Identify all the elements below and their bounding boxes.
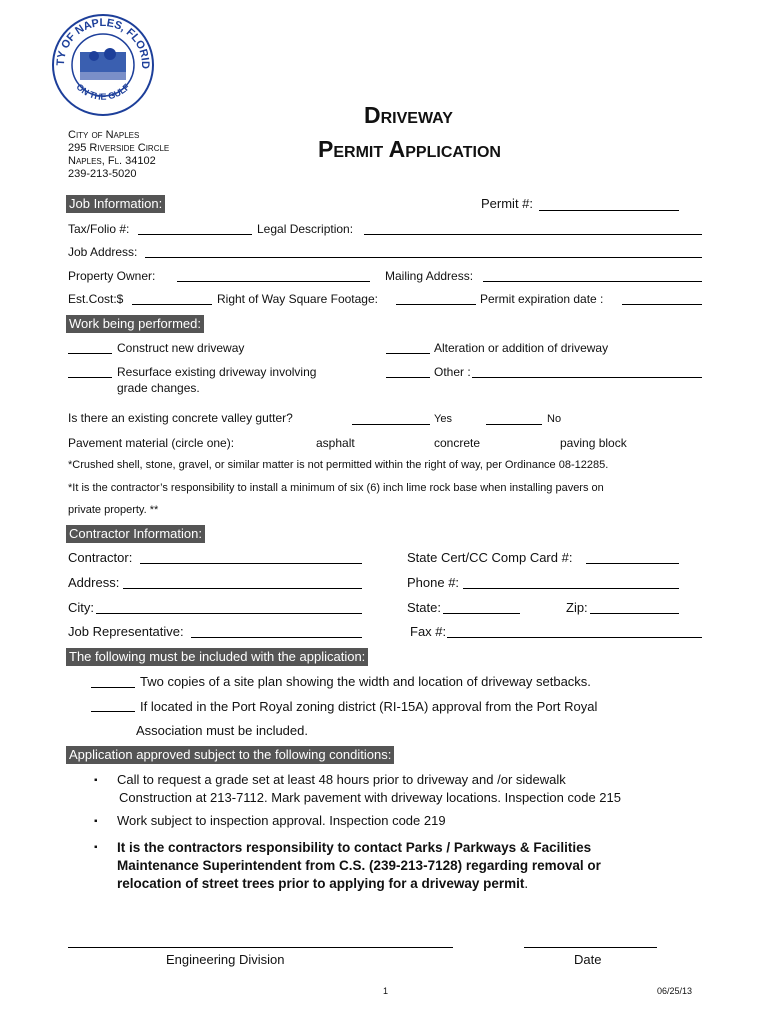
- legal-description-field[interactable]: [364, 234, 702, 235]
- title-line-1: Driveway: [364, 102, 453, 128]
- site-plan-item: Two copies of a site plan showing the width and location of driveway setbacks.: [140, 674, 591, 689]
- city-seal: [50, 12, 156, 118]
- other-checkline[interactable]: [386, 377, 430, 378]
- bullet-icon: ▪: [94, 775, 98, 786]
- gutter-yes-line[interactable]: [352, 424, 430, 425]
- other-field[interactable]: [472, 377, 702, 378]
- mailing-address-field[interactable]: [483, 281, 702, 282]
- port-royal-item: If located in the Port Royal zoning district (RI-15A) approval from the Port Royal: [140, 699, 598, 714]
- mailing-address-label: Mailing Address:: [385, 269, 474, 283]
- zip-label: Zip:: [566, 600, 588, 615]
- expiry-label: Permit expiration date :: [480, 292, 604, 306]
- contractor-field[interactable]: [140, 563, 362, 564]
- fax-field[interactable]: [447, 637, 702, 638]
- engineering-division-label: Engineering Division: [166, 952, 285, 967]
- row-footage-field[interactable]: [396, 304, 476, 305]
- seal-text-bottom: ON THE GULF: [74, 81, 132, 102]
- site-plan-checkline[interactable]: [91, 687, 135, 688]
- state-field[interactable]: [443, 613, 520, 614]
- condition-street-trees-line: Maintenance Superintendent from C.S. (239-213-7128) regarding removal or: [117, 858, 601, 873]
- contractor-address-field[interactable]: [123, 588, 362, 589]
- note-lime-rock-cont: private property. **: [68, 504, 159, 516]
- resurface-label-line: Resurface existing driveway involving: [117, 365, 317, 379]
- condition-inspection: Work subject to inspection approval. Inspection code 219: [117, 813, 446, 828]
- est-cost-field[interactable]: [132, 304, 212, 305]
- svg-text:ON THE GULF: [74, 81, 132, 101]
- pavement-asphalt[interactable]: asphalt: [316, 436, 355, 450]
- condition-street-trees: [117, 839, 601, 893]
- page-number: 1: [383, 986, 389, 996]
- tax-folio-field[interactable]: [138, 234, 252, 235]
- permit-number-label: Permit #:: [481, 196, 534, 211]
- gutter-yes-label: Yes: [434, 413, 452, 425]
- contractor-label: Contractor:: [68, 550, 133, 565]
- phone-field[interactable]: [463, 588, 679, 589]
- address-line: 239-213-5020: [68, 168, 137, 180]
- expiry-field[interactable]: [622, 304, 702, 305]
- bullet-icon: ▪: [94, 842, 98, 853]
- note-crushed-shell: *Crushed shell, stone, gravel, or similar matter is not permitted within the right of way, per Ordinance 08-12285.: [68, 459, 609, 471]
- job-rep-label: Job Representative:: [68, 624, 184, 639]
- section-band-contractor: Contractor Information:: [66, 525, 205, 543]
- note-lime-rock: *It is the contractor’s responsibility to install a minimum of six (6) inch lime rock base when installing pavers on: [68, 482, 604, 494]
- contractor-address-label: Address:: [68, 575, 120, 590]
- pavement-paving-block[interactable]: paving block: [560, 436, 627, 450]
- seal-text-top: TY OF NAPLES, FLORID: [54, 16, 152, 69]
- date-label: Date: [574, 952, 602, 967]
- job-address-field[interactable]: [145, 257, 702, 258]
- phone-label: Phone #:: [407, 575, 460, 590]
- tax-folio-label: Tax/Folio #:: [68, 222, 130, 236]
- bullet-icon: ▪: [94, 816, 98, 827]
- address-line: 295 Riverside Circle: [68, 142, 170, 154]
- alteration-checkline[interactable]: [386, 353, 430, 354]
- address-line: City of Naples: [68, 129, 140, 141]
- port-royal-checkline[interactable]: [91, 711, 135, 712]
- alteration-label: Alteration or addition of driveway: [434, 341, 609, 355]
- construct-label: Construct new driveway: [117, 341, 245, 355]
- zip-field[interactable]: [590, 613, 679, 614]
- address-line: Naples, Fl. 34102: [68, 155, 156, 167]
- resurface-label: [117, 364, 316, 396]
- cert-label: State Cert/CC Comp Card #:: [407, 550, 573, 565]
- condition-street-trees-line: It is the contractors responsibility to contact Parks / Parkways & Facilities: [117, 840, 592, 855]
- section-band-required: The following must be included with the application:: [66, 648, 368, 666]
- condition-street-trees-period: .: [524, 876, 529, 891]
- cert-field[interactable]: [586, 563, 679, 564]
- date-signature-line[interactable]: [524, 947, 657, 948]
- resurface-checkline[interactable]: [68, 377, 112, 378]
- permit-number-field[interactable]: [539, 210, 679, 211]
- pavement-concrete[interactable]: concrete: [434, 436, 481, 450]
- condition-grade-set: Call to request a grade set at least 48 hours prior to driveway and /or sidewalk: [117, 772, 566, 787]
- resurface-label-line: grade changes.: [117, 381, 200, 395]
- condition-street-trees-line: [117, 875, 601, 893]
- construct-checkline[interactable]: [68, 353, 112, 354]
- fax-label: Fax #:: [410, 624, 447, 639]
- section-band-conditions: Application approved subject to the following conditions:: [66, 746, 394, 764]
- property-owner-field[interactable]: [177, 281, 370, 282]
- condition-grade-set-cont: Construction at 213-7112. Mark pavement with driveway locations. Inspection code 215: [119, 790, 621, 805]
- gutter-no-label: No: [547, 413, 562, 425]
- city-field[interactable]: [96, 613, 362, 614]
- legal-description-label: Legal Description:: [257, 222, 354, 236]
- row-footage-label: Right of Way Square Footage:: [217, 292, 378, 306]
- revision-date: 06/25/13: [657, 986, 693, 996]
- est-cost-label: Est.Cost:$: [68, 292, 124, 306]
- title-line-2: Permit Application: [318, 136, 501, 162]
- gutter-question: Is there an existing concrete valley gutter?: [68, 411, 293, 425]
- engineering-signature-line[interactable]: [68, 947, 453, 948]
- property-owner-label: Property Owner:: [68, 269, 156, 283]
- other-label: Other :: [434, 365, 471, 379]
- pavement-material-label: Pavement material (circle one):: [68, 436, 235, 450]
- job-rep-field[interactable]: [191, 637, 362, 638]
- gutter-no-line[interactable]: [486, 424, 542, 425]
- condition-street-trees-text: relocation of street trees prior to applying for a driveway permit: [117, 876, 525, 891]
- city-label: City:: [68, 600, 94, 615]
- job-address-label: Job Address:: [68, 245, 138, 259]
- state-label: State:: [407, 600, 441, 615]
- port-royal-item-cont: Association must be included.: [136, 723, 308, 738]
- section-band-work: Work being performed:: [66, 315, 204, 333]
- section-band-job: Job Information:: [66, 195, 165, 213]
- city-address-block: [68, 129, 169, 181]
